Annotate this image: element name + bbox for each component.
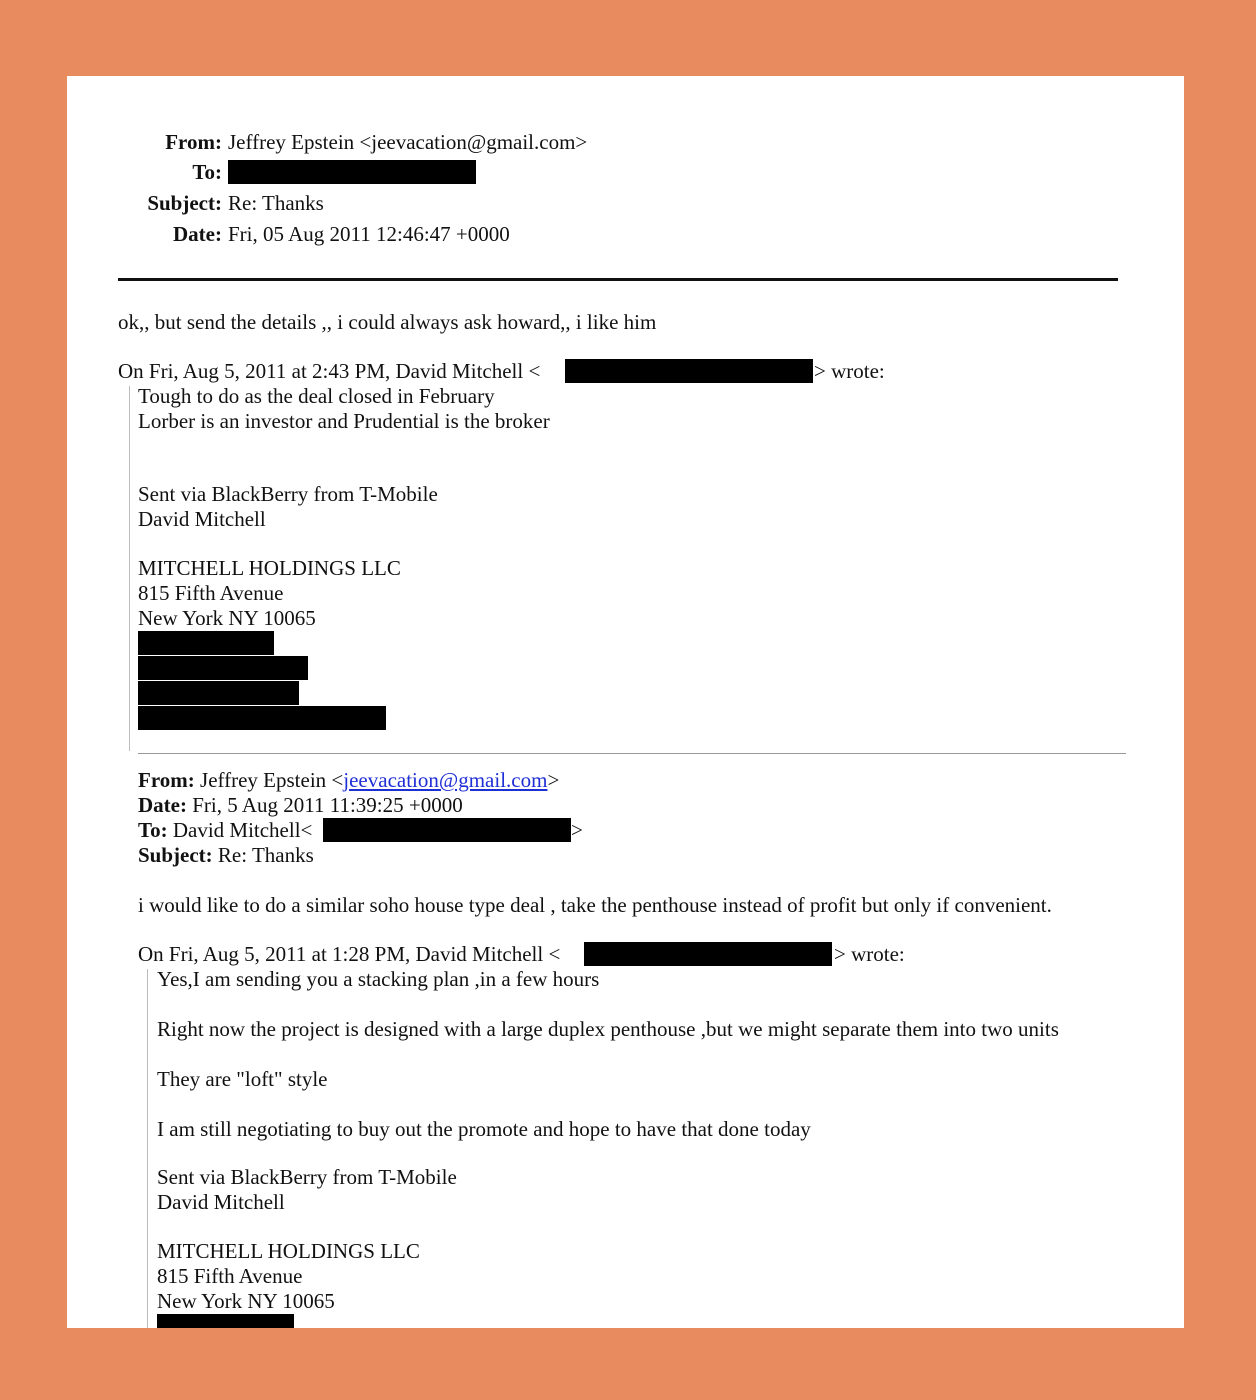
forwarded-date-line — [138, 793, 463, 818]
forwarded-to-value: David Mitchell< — [172, 818, 313, 842]
quote-line: They are "loft" style — [157, 1067, 328, 1091]
redaction-box — [565, 359, 813, 383]
email-link[interactable]: jeevacation@gmail.com — [343, 768, 548, 792]
forwarded-subject-line — [138, 843, 314, 868]
company-line: 815 Fifth Avenue — [138, 581, 284, 605]
forwarded-date-value: Fri, 5 Aug 2011 11:39:25 +0000 — [192, 793, 463, 817]
header-divider — [118, 278, 1118, 281]
company-line: New York NY 10065 — [157, 1289, 335, 1313]
signature-line: David Mitchell — [138, 507, 266, 531]
quote-line: Right now the project is designed with a large duplex penthouse ,but we might separate them into two units — [157, 1017, 1059, 1041]
to-label: To: — [192, 160, 222, 184]
forwarded-to-label: To: — [138, 818, 168, 842]
forwarded-to-line — [138, 818, 312, 843]
redaction-box — [584, 942, 832, 966]
quote-line: Yes,I am sending you a stacking plan ,in a few hours — [157, 967, 600, 991]
forwarded-body: i would like to do a similar soho house type deal , take the penthouse instead of profit but only if convenient. — [138, 893, 1052, 917]
from-label: From: — [165, 130, 222, 154]
forwarded-attribution-suffix: > wrote: — [834, 942, 905, 966]
forwarded-subject-value: Re: Thanks — [217, 843, 314, 867]
subject-label: Subject: — [147, 191, 222, 215]
redaction-box — [157, 1314, 294, 1328]
company-line: New York NY 10065 — [138, 606, 316, 630]
forwarded-to-close: > — [571, 818, 583, 842]
quote-line: I am still negotiating to buy out the promote and hope to have that done today — [157, 1117, 811, 1141]
redaction-box — [138, 706, 386, 730]
signature-line: Sent via BlackBerry from T-Mobile — [157, 1165, 457, 1189]
company-line: MITCHELL HOLDINGS LLC — [157, 1239, 420, 1263]
quote-bar — [129, 386, 130, 751]
forwarded-from-close: > — [547, 768, 560, 792]
date-value: Fri, 05 Aug 2011 12:46:47 +0000 — [228, 222, 510, 246]
redaction-box — [138, 631, 274, 655]
date-label: Date: — [173, 222, 222, 246]
reply-body: ok,, but send the details ,, i could always ask howard,, i like him — [118, 310, 657, 334]
forwarded-subject-label: Subject: — [138, 843, 213, 867]
reply-attribution-prefix: On Fri, Aug 5, 2011 at 2:43 PM, David Mitchell < — [118, 359, 541, 383]
redaction-box — [323, 818, 571, 842]
signature-line: Sent via BlackBerry from T-Mobile — [138, 482, 438, 506]
email-document — [67, 76, 1184, 1328]
redaction-box — [138, 656, 308, 680]
signature-line: David Mitchell — [157, 1190, 285, 1214]
from-value: Jeffrey Epstein <jeevacation@gmail.com> — [228, 130, 588, 154]
quote-line: Tough to do as the deal closed in February — [138, 384, 495, 408]
forward-divider — [138, 753, 1126, 754]
forwarded-from-name: Jeffrey Epstein < — [200, 768, 344, 792]
company-line: MITCHELL HOLDINGS LLC — [138, 556, 401, 580]
forwarded-from-label: From: — [138, 768, 195, 792]
company-line: 815 Fifth Avenue — [157, 1264, 303, 1288]
forwarded-attribution-prefix: On Fri, Aug 5, 2011 at 1:28 PM, David Mitchell < — [138, 942, 561, 966]
reply-attribution-suffix: > wrote: — [814, 359, 885, 383]
redaction-box — [228, 160, 476, 184]
subject-value: Re: Thanks — [228, 191, 324, 215]
redaction-box — [138, 681, 299, 705]
quote-bar — [147, 969, 148, 1328]
forwarded-from-line — [138, 768, 559, 793]
quote-line: Lorber is an investor and Prudential is the broker — [138, 409, 550, 433]
forwarded-date-label: Date: — [138, 793, 187, 817]
